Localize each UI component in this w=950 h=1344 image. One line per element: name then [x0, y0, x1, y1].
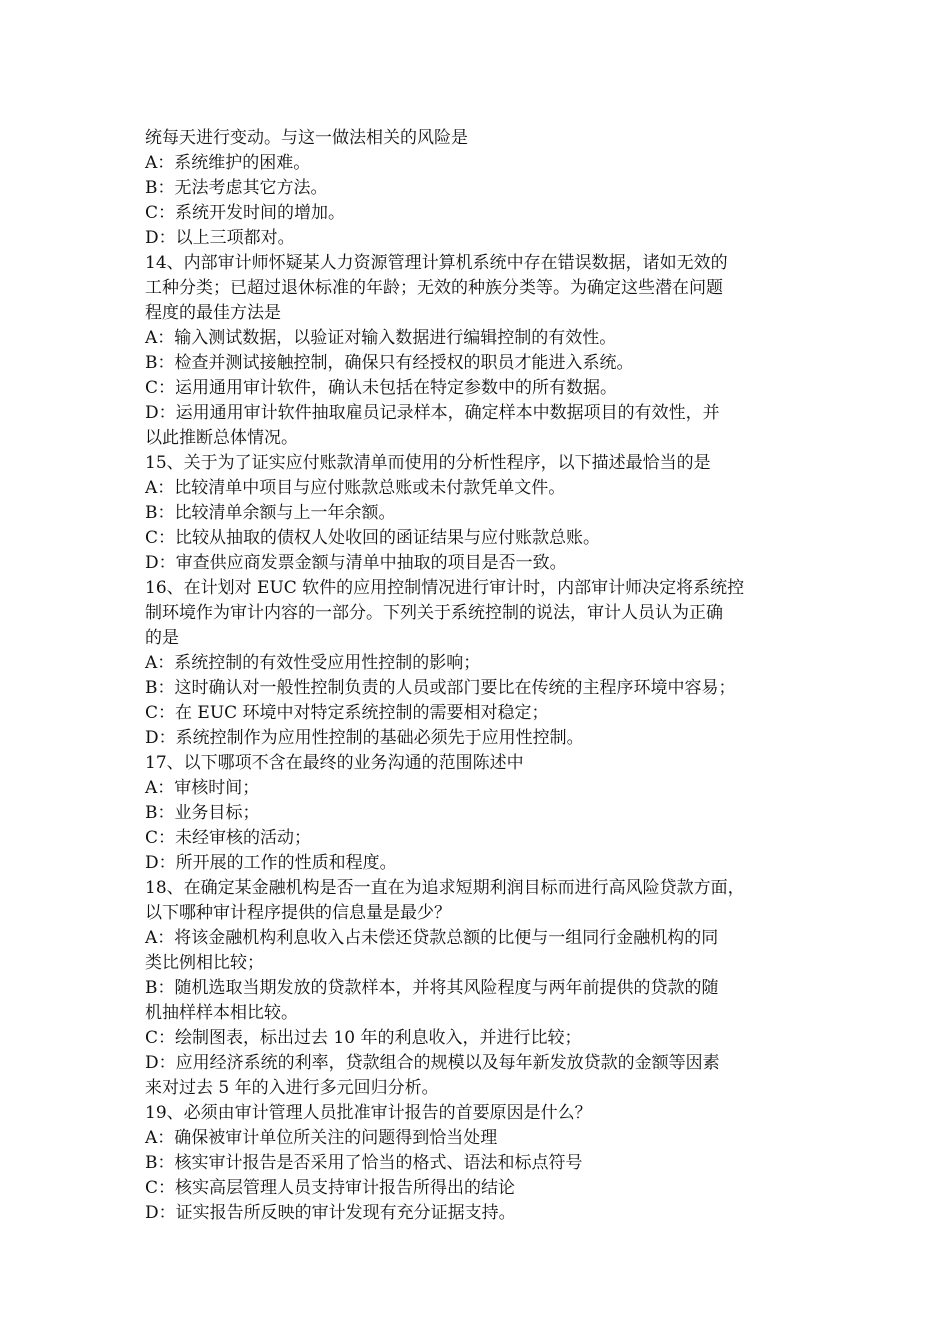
text-line: 15、关于为了证实应付账款清单而使用的分析性程序，以下描述最恰当的是 — [145, 453, 711, 473]
text-line: B：比较清单余额与上一年余额。 — [145, 503, 396, 523]
text-line: B：随机选取当期发放的贷款样本，并将其风险程度与两年前提供的贷款的随 — [145, 978, 719, 998]
text-line: B：这时确认对一般性控制负责的人员或部门要比在传统的主程序环境中容易； — [145, 678, 736, 698]
text-line: C：在 EUC 环境中对特定系统控制的需要相对稳定； — [145, 703, 549, 723]
text-line: 制环境作为审计内容的一部分。下列关于系统控制的说法，审计人员认为正确 — [145, 603, 723, 623]
text-line: C：比较从抽取的债权人处收回的函证结果与应付账款总账。 — [145, 528, 601, 548]
text-line: B：业务目标； — [145, 803, 260, 823]
text-line: A：系统控制的有效性受应用性控制的影响； — [145, 653, 481, 673]
text-line: C：运用通用审计软件，确认未包括在特定参数中的所有数据。 — [145, 378, 618, 398]
text-line: D：审查供应商发票金额与清单中抽取的项目是否一致。 — [145, 553, 567, 573]
text-line: B：核实审计报告是否采用了恰当的格式、语法和标点符号 — [145, 1153, 583, 1173]
text-line: 类比例相比较； — [145, 953, 264, 973]
text-line: 来对过去 5 年的入进行多元回归分析。 — [145, 1078, 439, 1098]
text-line: C：核实高层管理人员支持审计报告所得出的结论 — [145, 1178, 516, 1198]
text-line: A：审核时间； — [145, 778, 260, 798]
text-line: 17、以下哪项不含在最终的业务沟通的范围陈述中 — [145, 753, 524, 773]
text-line: A：确保被审计单位所关注的问题得到恰当处理 — [145, 1128, 498, 1148]
text-line: B：无法考虑其它方法。 — [145, 178, 328, 198]
text-line: 的是 — [145, 628, 179, 648]
text-line: 以下哪种审计程序提供的信息量是最少？ — [145, 903, 451, 923]
text-line: D：应用经济系统的利率，贷款组合的规模以及每年新发放贷款的金额等因素 — [145, 1053, 720, 1073]
text-line: D：以上三项都对。 — [145, 228, 295, 248]
text-line: B：检查并测试接触控制，确保只有经授权的职员才能进入系统。 — [145, 353, 634, 373]
text-line: A：输入测试数据，以验证对输入数据进行编辑控制的有效性。 — [145, 328, 617, 348]
text-line: A：将该金融机构利息收入占未偿还贷款总额的比便与一组同行金融机构的同 — [145, 928, 719, 948]
text-line: C：系统开发时间的增加。 — [145, 203, 346, 223]
document-body — [145, 126, 817, 1226]
text-line: 19、必须由审计管理人员批准审计报告的首要原因是什么？ — [145, 1103, 592, 1123]
text-line: C：绘制图表，标出过去 10 年的利息收入，并进行比较； — [145, 1028, 582, 1048]
text-line: D：系统控制作为应用性控制的基础必须先于应用性控制。 — [145, 728, 584, 748]
text-line: 机抽样样本相比较。 — [145, 1003, 298, 1023]
text-line: C：未经审核的活动； — [145, 828, 312, 848]
text-line: 程度的最佳方法是 — [145, 303, 281, 323]
text-line: D：证实报告所反映的审计发现有充分证据支持。 — [145, 1203, 516, 1223]
text-line: 工种分类；已超过退休标准的年龄；无效的种族分类等。为确定这些潜在问题 — [145, 278, 723, 298]
text-line: 16、在计划对 EUC 软件的应用控制情况进行审计时，内部审计师决定将系统控 — [145, 578, 745, 598]
text-line: D：所开展的工作的性质和程度。 — [145, 853, 397, 873]
text-line: A：比较清单中项目与应付账款总账或未付款凭单文件。 — [145, 478, 566, 498]
text-line: 18、在确定某金融机构是否一直在为追求短期利润目标而进行高风险贷款方面， — [145, 878, 745, 898]
text-line: A：系统维护的困难。 — [145, 153, 311, 173]
text-line: 以此推断总体情况。 — [145, 428, 298, 448]
text-line: 统每天进行变动。与这一做法相关的风险是 — [145, 128, 468, 148]
text-line: D：运用通用审计软件抽取雇员记录样本，确定样本中数据项目的有效性，并 — [145, 403, 720, 423]
text-line: 14、内部审计师怀疑某人力资源管理计算机系统中存在错误数据，诸如无效的 — [145, 253, 728, 273]
